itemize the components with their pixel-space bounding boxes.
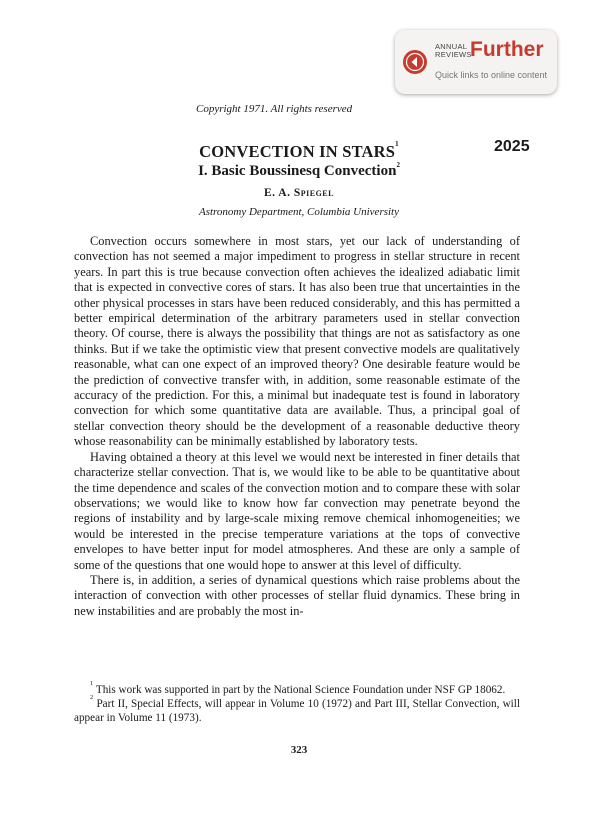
header-page-number: 2025 — [494, 138, 530, 155]
arrow-circle-icon — [403, 50, 427, 74]
footnote-text: This work was supported in part by the National Science Foundation under NSF GP 18062. — [95, 684, 506, 696]
article-body — [74, 234, 520, 619]
article-title — [0, 142, 598, 162]
article-subtitle — [0, 163, 598, 180]
quick-links-label: Quick links to online content — [435, 70, 548, 80]
footnote-text: Part II, Special Effects, will appear in Volume 10 (1972) and Part III, Stellar Convection, will appear in Volume 11 (1973). — [74, 698, 521, 724]
footnote-mark: 1 — [90, 680, 94, 687]
body-paragraph: Having obtained a theory at this level we would next be interested in finer details that characterize stellar convection. That is, we would like to be able to be quantitative about the time dependence and scales of the convection motion and to compare these with solar observations; we would like to know how far convection may penetrate beyond the regions of instability and by large-scale mixing remove chemical inhomogeneities; we would be interested in the precise temperature variations at the tops of convective envelopes to have better input for model atmospheres. And these are only a sample of some of the questions that one would hope to answer at this level of difficulty. — [74, 449, 520, 572]
footnote-2 — [74, 694, 521, 725]
body-paragraph: Convection occurs somewhere in most stars, yet our lack of understanding of convection has not seemed a major impediment to progress in stellar structure in recent years. In part this is true because convection often achieves the idealized adiabatic limit that is expected in convective cores of stars. It has also been true that uncertainties in the other physical processes in stars have been reduced considerably, and this has permitted a better empirical determination of the arbitrary parameters used in stellar convection theory. Of course, there is always the possibility that things are not as satisfactory as one thinks. But if we take the optimistic view that present convective models are qualitatively reasonable, what can one expect of an improved theory? One desirable feature would be the prediction of convective transfer with, in addition, some reasonable estimate of the accuracy of the prediction. For this, a minimal but inadequate test is found in laboratory convection for which some quantitative data are available. Thus, a principal goal of stellar convection theory should be the development of a reasonable deductive theory whose reasonability can be minimally established by laboratory tests. — [74, 234, 520, 449]
footnote-1 — [74, 680, 520, 697]
author-name: E. A. Spiegel — [264, 187, 334, 199]
article-subtitle-text: I. Basic Boussinesq Convection — [198, 163, 397, 179]
copyright-notice: Copyright 1971. All rights reserved — [196, 103, 353, 115]
footnotes — [74, 680, 521, 725]
body-paragraph: There is, in addition, a series of dynamical questions which raise problems about the interaction of convection with other processes of stellar fluid dynamics. These bring in new instabilities and are probably the most in- — [74, 572, 520, 618]
footer-page-number: 323 — [290, 744, 308, 756]
author-affiliation: Astronomy Department, Columbia University — [198, 206, 399, 218]
further-label: Further — [470, 38, 544, 61]
footnote-mark: 2 — [90, 694, 94, 701]
further-badge[interactable] — [395, 30, 557, 94]
annual-reviews-label: ANNUAL REVIEWS — [435, 42, 472, 59]
subtitle-footnote-mark: 2 — [396, 161, 400, 169]
title-footnote-mark: 1 — [395, 140, 399, 148]
article-title-text: CONVECTION IN STARS — [199, 142, 396, 161]
